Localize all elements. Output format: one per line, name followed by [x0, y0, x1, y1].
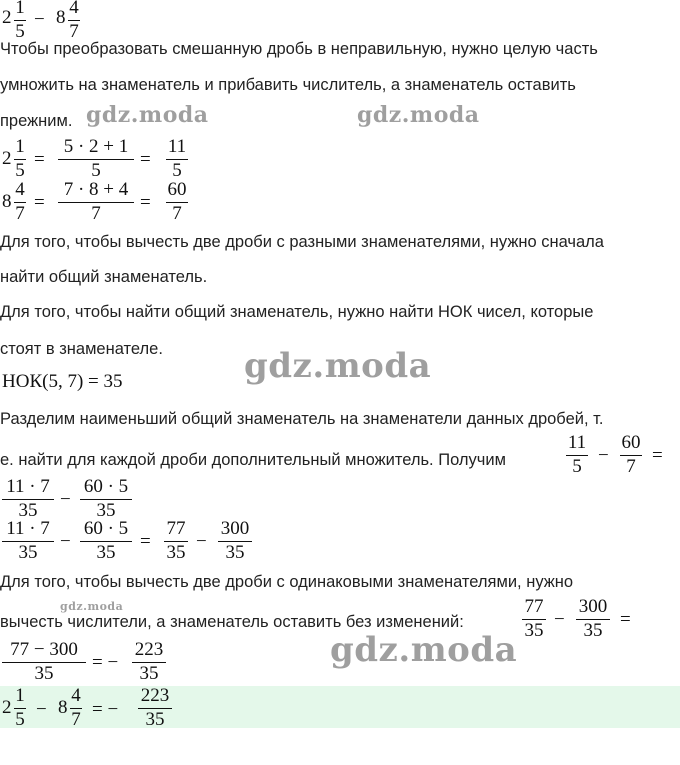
equals-sign: = [140, 149, 151, 170]
text-line: стоят в знаменателе. [0, 340, 163, 358]
text-line: Чтобы преобразовать смешанную дробь в неправильную, нужно целую часть [0, 40, 598, 58]
minus-sign: − [60, 489, 71, 510]
watermark-logo: gdz.moda [330, 630, 518, 670]
text-line: Для того, чтобы найти общий знаменатель, нужно найти НОК чисел, которые [0, 303, 594, 321]
text-line: вычесть числители, а знаменатель оставить без изменений: [0, 613, 464, 631]
whole-2: 2 [2, 697, 12, 718]
text-line: Для того, чтобы вычесть две дроби с разными знаменателями, нужно сначала [0, 233, 604, 251]
whole-8: 8 [58, 697, 68, 718]
text-line: прежним. [0, 112, 73, 130]
minus-sign: − [34, 9, 45, 30]
minus-sign: − [36, 699, 47, 720]
whole-8: 8 [56, 7, 66, 28]
whole-2: 2 [2, 148, 12, 169]
equals-minus: = − [92, 652, 119, 673]
watermark-logo: gdz.moda [60, 600, 124, 613]
minus-sign: − [554, 609, 565, 630]
whole-2: 2 [2, 7, 12, 28]
text-line: умножить на знаменатель и прибавить числитель, а знаменатель оставить [0, 76, 576, 94]
minus-sign: − [60, 531, 71, 552]
equals-sign: = [34, 192, 45, 213]
text-line: найти общий знаменатель. [0, 268, 208, 286]
minus-sign: − [598, 445, 609, 466]
text-line: Разделим наименьший общий знаменатель на знаменатели данных дробей, т. [0, 410, 604, 428]
minus-sign: − [196, 531, 207, 552]
equals-sign: = [140, 192, 151, 213]
text-line: е. найти для каждой дроби дополнительный множитель. Получим [0, 451, 506, 469]
equals-sign: = [652, 445, 663, 466]
equals-sign: = [34, 149, 45, 170]
lcm-expression: НОК(5, 7) = 35 [2, 371, 123, 392]
watermark-logo: gdz.moda [357, 102, 480, 128]
whole-8: 8 [2, 191, 12, 212]
equals-minus: = − [92, 699, 119, 720]
equals-sign: = [140, 531, 151, 552]
watermark-logo: gdz.moda [244, 346, 432, 386]
watermark-logo: gdz.moda [86, 102, 209, 128]
equals-sign: = [620, 609, 631, 630]
text-line: Для того, чтобы вычесть две дроби с одинаковыми знаменателями, нужно [0, 573, 574, 591]
